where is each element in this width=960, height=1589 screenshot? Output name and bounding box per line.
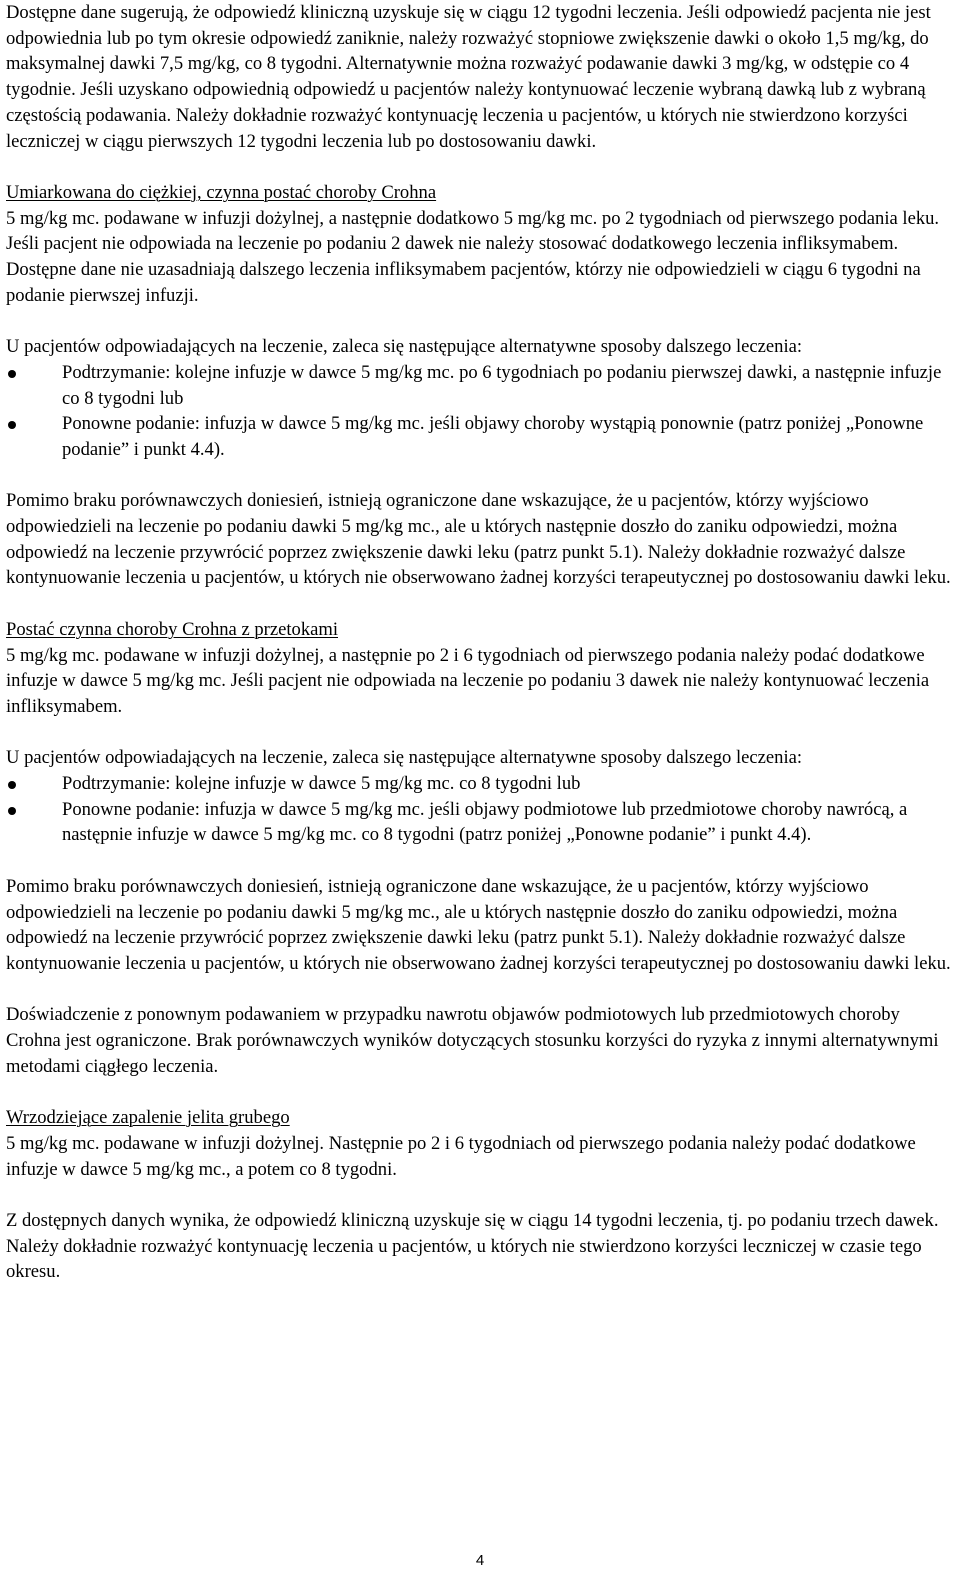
paragraph-alternatives-intro: U pacjentów odpowiadających na leczenie, zaleca się następujące alternatywne sposoby dalszego leczenia: bbox=[6, 336, 803, 358]
spacer bbox=[6, 308, 954, 334]
spacer bbox=[6, 154, 954, 180]
bullet-icon bbox=[8, 370, 16, 378]
document-page bbox=[6, 0, 954, 1285]
section-heading-crohn-fistulas: Postać czynna choroby Crohna z przetokami bbox=[6, 618, 338, 640]
section-heading-crohn-active: Umiarkowana do ciężkiej, czynna postać choroby Crohna bbox=[6, 181, 437, 203]
paragraph-colitis-response: Z dostępnych danych wynika, że odpowiedź kliniczną uzyskuje się w ciągu 14 tygodni leczenia, tj. po podaniu trzech dawek. Należy dokładnie rozważyć kontynuację leczenia u pacjentów, u których nie stwierdzono korzyści leczniczej w czasie tego okresu. bbox=[6, 1209, 939, 1283]
paragraph-colitis-dosing: 5 mg/kg mc. podawane w infuzji dożylnej. Następnie po 2 i 6 tygodniach od pierwszego podania należy podać dodatkowe infuzje w dawce 5 mg/kg mc., a potem co 8 tygodni. bbox=[6, 1132, 916, 1180]
section-heading-ulcerative-colitis: Wrzodziejące zapalenie jelita grubego bbox=[6, 1107, 290, 1129]
paragraph-dose-increase: Pomimo braku porównawczych doniesień, istnieją ograniczone dane wskazujące, że u pacjentów, którzy wyjściowo odpowiedzieli na leczenie po podaniu dawki 5 mg/kg mc., ale u których następnie doszło do zaniku odpowiedzi, można odpowiedź na leczenie przywrócić poprzez zwiększenie dawki leku (patrz punkt 5.1). Należy dokładnie rozważyć dalsze kontynuowanie leczenia u pacjentów, u których nie obserwowano żadnej korzyści terapeutycznej po dostosowaniu dawki leku. bbox=[6, 490, 951, 589]
paragraph-readministration-experience: Doświadczenie z ponownym podawaniem w przypadku nawrotu objawów podmiotowych lub przedmiotowych choroby Crohna jest ograniczone. Brak porównawczych wyników dotyczących stosunku korzyści do ryzyka z innymi alternatywnymi metodami ciągłego leczenia. bbox=[6, 1004, 939, 1077]
list-item bbox=[6, 771, 954, 797]
list-item-text: Ponowne podanie: infuzja w dawce 5 mg/kg mc. jeśli objawy choroby wystąpią ponownie (patrz poniżej „Ponowne podanie” i punkt 4.4). bbox=[62, 413, 924, 460]
spacer bbox=[6, 463, 954, 489]
spacer bbox=[6, 1182, 954, 1208]
paragraph-alternatives-intro: U pacjentów odpowiadających na leczenie, zaleca się następujące alternatywne sposoby dalszego leczenia: bbox=[6, 747, 803, 769]
spacer bbox=[6, 591, 954, 617]
bullet-list-crohn-alternatives bbox=[6, 360, 954, 463]
list-item-text: Podtrzymanie: kolejne infuzje w dawce 5 mg/kg mc. po 6 tygodniach po podaniu pierwszej dawki, a następnie infuzje co 8 tygodni lub bbox=[62, 361, 942, 409]
bullet-icon bbox=[8, 421, 16, 429]
paragraph-fistula-dosing: 5 mg/kg mc. podawane w infuzji dożylnej, a następnie po 2 i 6 tygodniach od pierwszego podania należy podać dodatkowe infuzje w dawce 5 mg/kg mc. Jeśli pacjent nie odpowiada na leczenie po podaniu 3 dawek nie należy kontynuować leczenia infliksymabem. bbox=[6, 644, 930, 717]
spacer bbox=[6, 848, 954, 874]
bullet-icon bbox=[8, 781, 16, 789]
list-item bbox=[6, 411, 954, 462]
spacer bbox=[6, 720, 954, 746]
list-item-text: Ponowne podanie: infuzja w dawce 5 mg/kg mc. jeśli objawy podmiotowe lub przedmiotowe choroby nawrócą, a następnie infuzje w dawce 5 mg/kg mc. co 8 tygodni (patrz poniżej „Ponowne podanie” i punkt 4.4). bbox=[62, 798, 908, 846]
paragraph-crohn-dosing: 5 mg/kg mc. podawane w infuzji dożylnej, a następnie dodatkowo 5 mg/kg mc. po 2 tygodniach od pierwszego podania leku. Jeśli pacjent nie odpowiada na leczenie po podaniu 2 dawek nie należy stosować dodatkowego leczenia infliksymabem. Dostępne dane nie uzasadniają dalszego leczenia infliksymabem pacjentów, którzy nie odpowiedzieli w ciągu 6 tygodni na podanie pierwszej infuzji. bbox=[6, 207, 940, 306]
bullet-icon bbox=[8, 807, 16, 815]
page-number: 4 bbox=[475, 1552, 485, 1569]
list-item bbox=[6, 797, 954, 848]
bullet-list-fistula-alternatives bbox=[6, 771, 954, 848]
list-item-text: Podtrzymanie: kolejne infuzje w dawce 5 mg/kg mc. co 8 tygodni lub bbox=[62, 773, 581, 795]
paragraph-response-timing: Dostępne dane sugerują, że odpowiedź kliniczną uzyskuje się w ciągu 12 tygodni leczenia. Jeśli odpowiedź pacjenta nie jest odpowiednia lub po tym okresie odpowiedź zaniknie, należy rozważyć stopniowe zwiększenie dawki o około 1,5 mg/kg, do maksymalnej dawki 7,5 mg/kg, co 8 tygodni. Alternatywnie można rozważyć podawanie dawki 3 mg/kg, w odstępie co 4 tygodnie. Jeśli uzyskano odpowiednią odpowiedź u pacjentów należy kontynuować leczenie wybraną dawką lub z wybraną częstością podawania. Należy dokładnie rozważyć kontynuację leczenia u pacjentów, u których nie stwierdzono korzyści leczniczej w ciągu pierwszych 12 tygodni leczenia lub po dostosowaniu dawki. bbox=[6, 2, 931, 152]
spacer bbox=[6, 977, 954, 1003]
paragraph-dose-increase: Pomimo braku porównawczych doniesień, istnieją ograniczone dane wskazujące, że u pacjentów, którzy wyjściowo odpowiedzieli na leczenie po podaniu dawki 5 mg/kg mc., ale u których następnie doszło do zaniku odpowiedzi, można odpowiedź na leczenie przywrócić poprzez zwiększenie dawki leku (patrz punkt 5.1). Należy dokładnie rozważyć dalsze kontynuowanie leczenia u pacjentów, u których nie obserwowano żadnej korzyści terapeutycznej po dostosowaniu dawki leku. bbox=[6, 875, 951, 974]
list-item bbox=[6, 360, 954, 411]
spacer bbox=[6, 1079, 954, 1105]
